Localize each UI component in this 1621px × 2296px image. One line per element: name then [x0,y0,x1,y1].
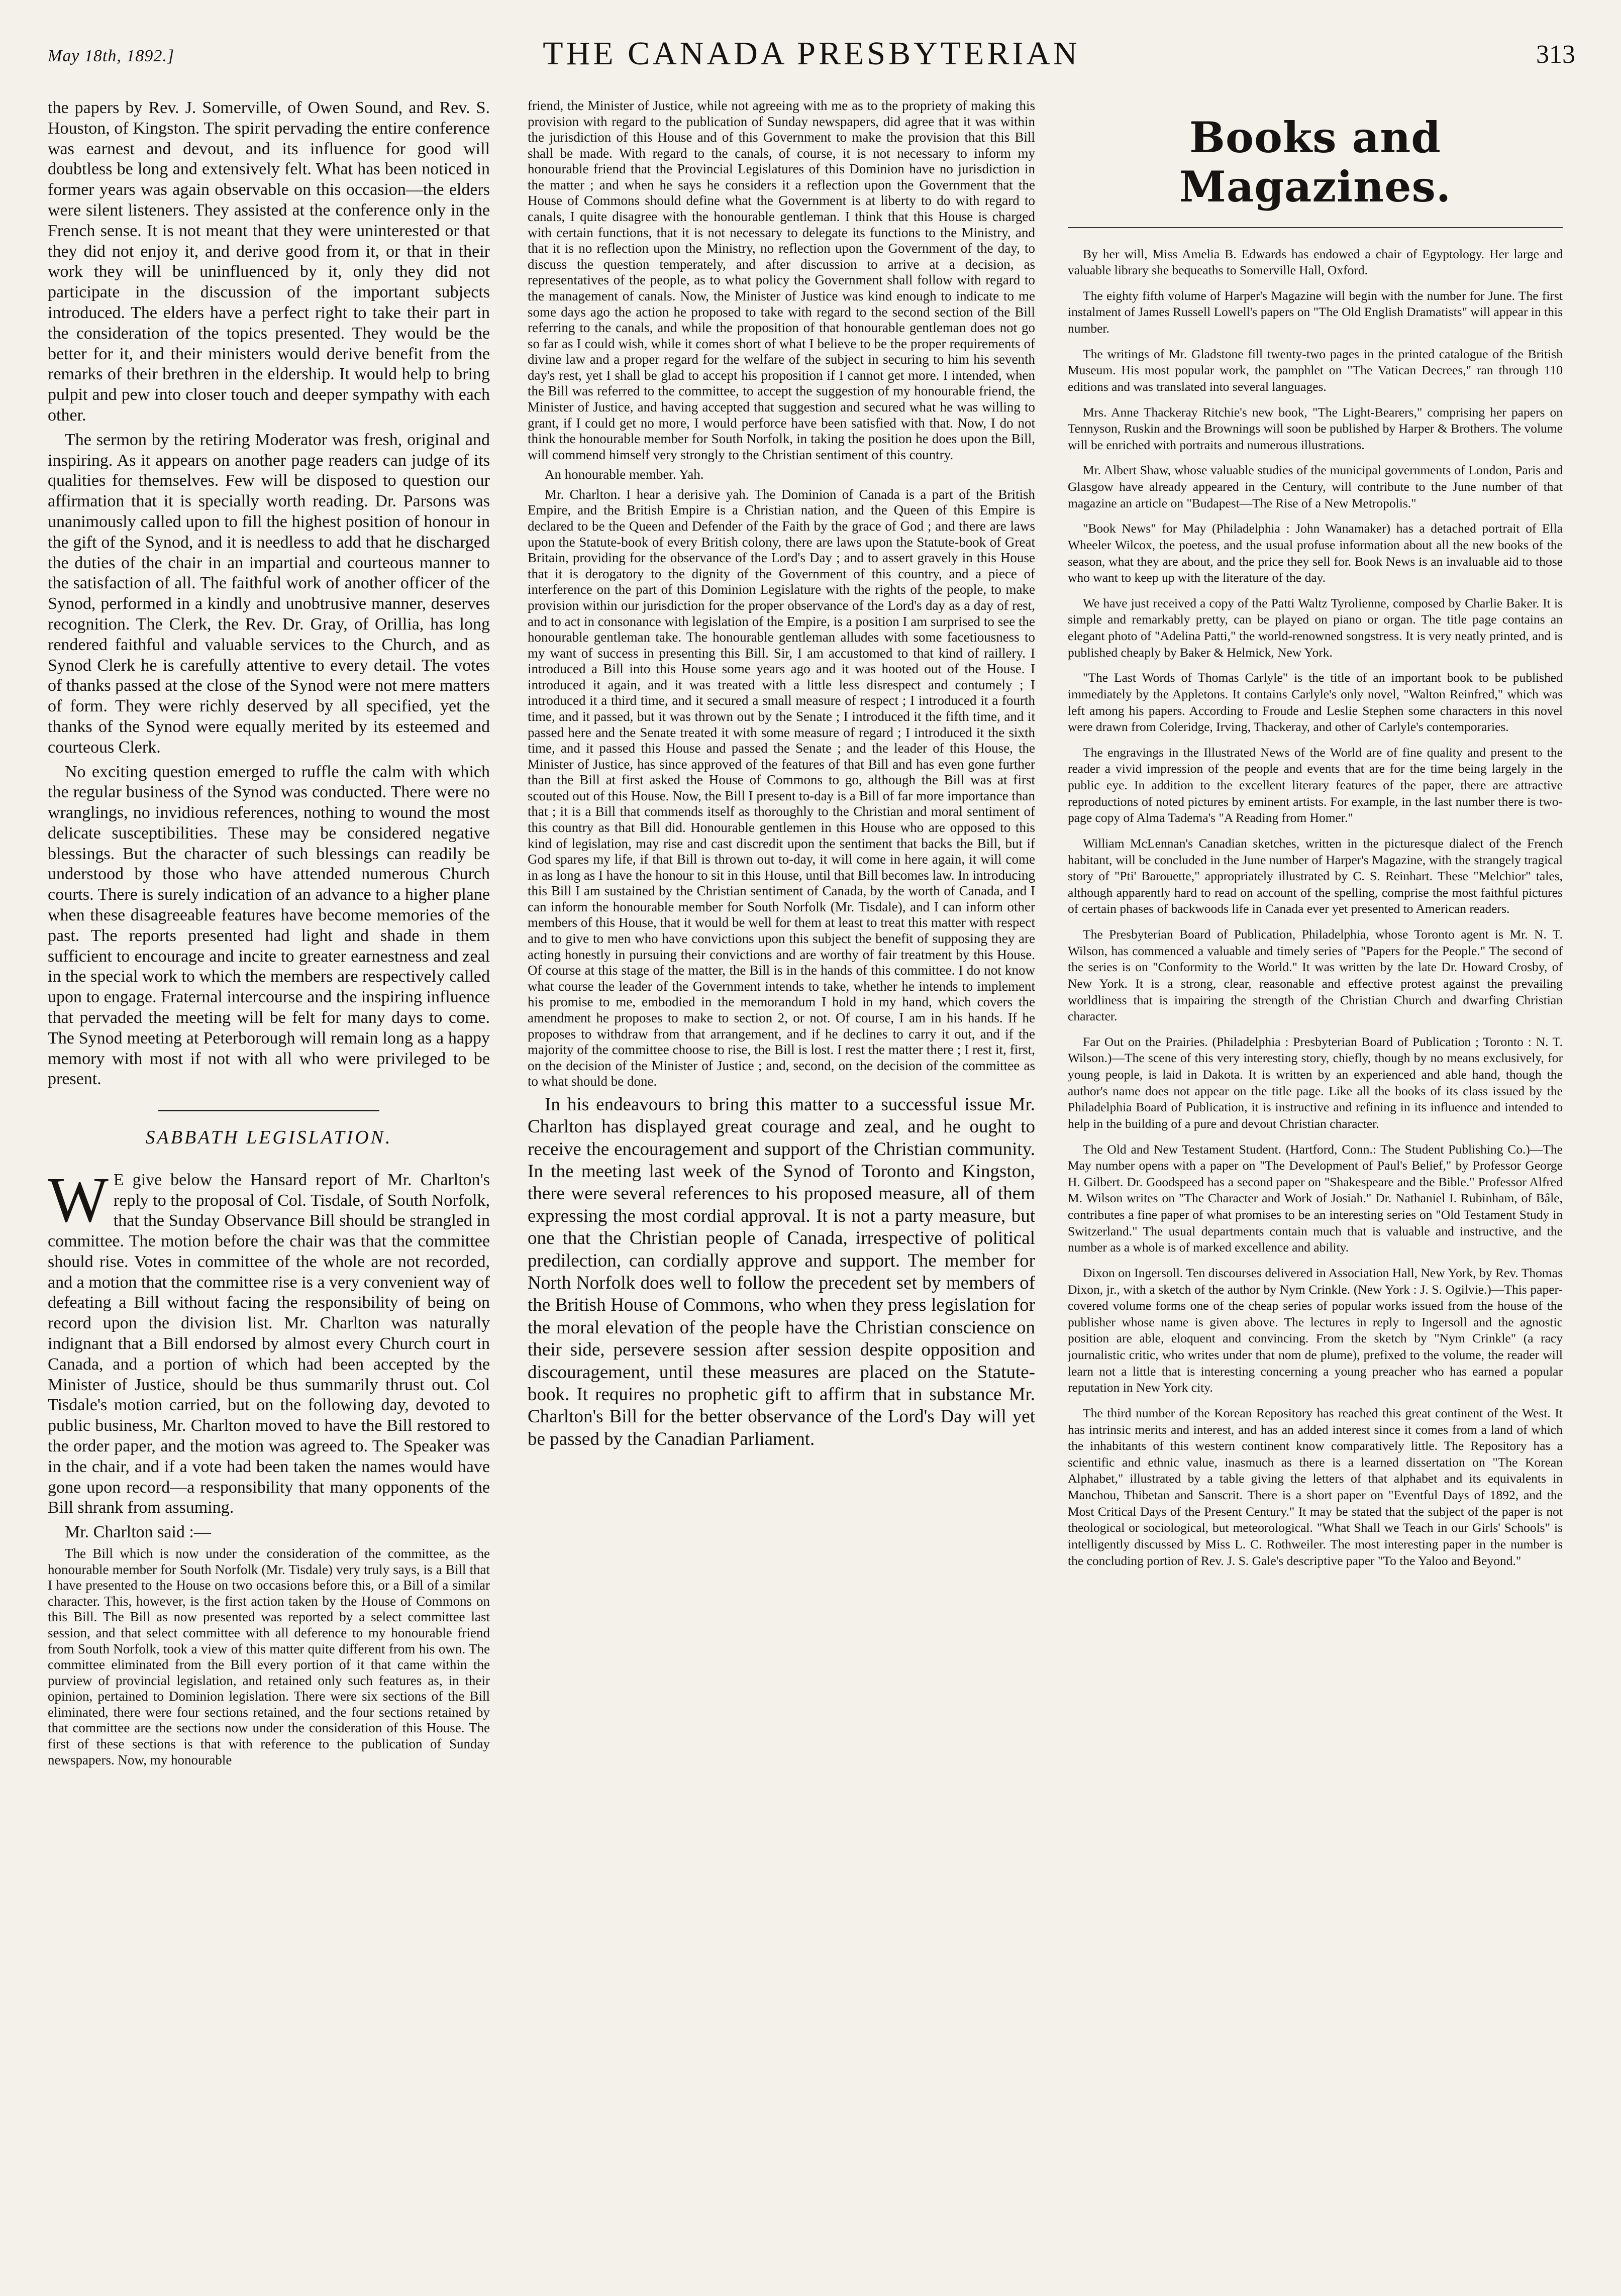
article-paragraph: the papers by Rev. J. Somerville, of Owen Sound, and Rev. S. Houston, of Kingston. The spirit pervading the entire conference was earnest and devout, and its influence for good will doubtless be long and extensively felt. What has been noticed in former years was again observable on this occasion—the elders were silent listeners. They assisted at the conference only in the French sense. It is not meant that they were uninterested or that they did not enjoy it, and derive good from it, or that in their work they will be uninfluenced by it, only they did not participate in the discussion of the important subjects introduced. The elders have a perfect right to take their part in the consideration of the topics presented. They would be the better for it, and their ministers would derive benefit from the remarks of their brethren in the eldership. It would help to bring pulpit and pew into closer touch and deeper sympathy with each other. [48,98,490,425]
page-number: 313 [1536,40,1575,69]
speech-paragraph: friend, the Minister of Justice, while not agreeing with me as to the propriety of making this provision with regard to the publication of Sunday newspapers, did agree that it was within the jurisdiction of this House and of this Government to make the provision that this Bill shall be made. With regard to the canals, of course, it is not necessary to inform my honourable friend that the Provincial Legislatures of this Dominion have no jurisdiction in the matter ; and when he says he considers it a reflection upon the Government that the House of Commons should define what the Government is at liberty to do with regard to canals, I quite disagree with the honourable gentleman. I think that this House is charged with certain functions, that it is not necessary to delegate its functions to the Ministry, and that it is no reflection upon the Ministry, no reflection upon the Government of the day, to discuss the question temperately, and after discussion to arrive at a decision, as representatives of the people, as to what policy the Government shall follow with regard to the management of canals. Now, the Minister of Justice was kind enough to indicate to me some days ago the action he proposed to take with regard to the second section of the Bill referring to the canals, and while the proposition of that honourable gentleman does not go so far as I could wish, while it comes short of what I believe to be the proper requirements of divine law and a proper regard for the welfare of the subject in securing to him his seventh day's rest, yet I shall be glad to accept his proposition if I cannot get more. I intended, when the Bill was referred to the committee, to accept the suggestion of my honourable friend, the Minister of Justice, and having accepted that suggestion and secured what he was willing to grant, if I could get no more, I would perforce have been satisfied with that. Now, I do not think the honourable member for South Norfolk, in taking the position he does upon the Bill, will commend himself very strongly to the Christian sentiment of this country. [528,98,1035,462]
review-item: Mrs. Anne Thackeray Ritchie's new book, "The Light-Bearers," comprising her papers on Tennyson, Ruskin and the Brownings will soon be published by Harper & Brothers. The volume will be enriched with portraits and numerous illustrations. [1068,404,1563,452]
review-item: We have just received a copy of the Patti Waltz Tyrolienne, composed by Charlie Baker. It is simple and remarkably pretty, can be played on piano or organ. The title page contains an elegant photo of "Adelina Patti," the world-renowned songstress. It is very neatly printed, and is published cheaply by Baker & Helmick, New York. [1068,595,1563,660]
section-title-books-and-magazines: Books and Magazines. [1179,113,1452,212]
review-item: The third number of the Korean Repository has reached this great continent of the West. It has intrinsic merits and interest, and has an added interest since it comes from a land of which the inhabitants of this western continent know comparatively little. The Repository has a scientific and ethnic value, inasmuch as there is a learned dissertation on "The Korean Alphabet," illustrated by a table giving the letters of that alphabet and its equivalents in Manchou, Thibetan and Sanscrit. There is a short paper on "Eventful Days of 1892, and the Most Critical Days of the Present Century." It may be stated that the subject of the paper is not theological or sociological, but meteorological. "What Shall we Teach in our Girls' Schools" is intelligently discussed by Miss L. C. Rothweiler. The most interesting paper in the number is the concluding portion of Rev. J. S. Gale's descriptive paper "To the Yaloo and Beyond." [1068,1405,1563,1568]
article-paragraph: E give below the Hansard report of Mr. Charlton's reply to the proposal of Col. Tisdale, of South Norfolk, that the Sunday Observance Bill should be strangled in committee. The motion before the chair was that the committee should rise. Votes in committee of the whole are not recorded, and a motion that the committee rise is a very convenient way of defeating a Bill without facing the responsibility of being on record upon the division list. Mr. Charlton was naturally indignant that a Bill endorsed by almost every Church court in Canada, and a portion of which had been accepted by the Minister of Justice, should be thus summarily thrust out. Col Tisdale's motion carried, but on the following day, devoted to public business, Mr. Charlton moved to have the Bill restored to the order paper, and the motion was agreed to. The Speaker was in the chair, and if a vote had been taken the names would have gone upon record—a responsibility that many opponents of the Bill shrank from assuming. [48,1170,490,1517]
article-paragraph: No exciting question emerged to ruffle the calm with which the regular business of the Synod was conducted. There were no wranglings, no invidious references, nothing to wound the most delicate susceptibilities. These may be considered negative blessings. But the character of such blessings can readily be understood by those who have attended numerous Church courts. There is surely indication of an advance to a higher plane when these disagreeable features have become memories of the past. The reports presented had light and shade in them sufficient to encourage and incite to greater earnestness and zeal in the special work to which the members are respectively called upon to engage. Fraternal intercourse and the inspiring influence that pervaded the meeting will be felt for many days to come. The Synod meeting at Peterborough will remain long as a happy memory with most if not with all who were privileged to be present. [48,762,490,1089]
review-item: Mr. Albert Shaw, whose valuable studies of the municipal governments of London, Paris and Glasgow have already appeared in the Century, will contribute to the June number of that magazine an article on "Budapest—The Rise of a New Metropolis." [1068,463,1563,510]
review-item: William McLennan's Canadian sketches, written in the picturesque dialect of the French habitant, will be concluded in the June number of Harper's Magazine, with the strangely tragical story of "Pti' Barouette," appropriately illustrated by C. S. Reinhart. These "Melchior" tales, although apparently hard to read on account of the spelling, comprise the most faithful pictures of certain phases of backwoods life in Canada ever yet presented to American readers. [1068,836,1563,916]
sabbath-intro [48,1164,490,1519]
masthead-title: THE CANADA PRESBYTERIAN [543,35,1080,72]
review-item: The Old and New Testament Student. (Hartford, Conn.: The Student Publishing Co.)—The May number opens with a paper on "The Development of Paul's Belief," by Professor George H. Gilbert. Dr. Goodspeed has a second paper on "Shakespeare and the Bible." Professor Alfred M. Wilson writes on "The Character and Work of Josiah." Dr. Nathaniel I. Rubinham, of Bâle, contributes a fine paper of what promises to be an interesting series on "Old Testament Study in Switzerland." The usual departments contain much that is valuable and instructive, and the number as a whole is of marked excellence and ability. [1068,1141,1563,1255]
speech-paragraph: The Bill which is now under the consideration of the committee, as the honourable member for South Norfolk (Mr. Tisdale) very truly says, is a Bill that I have presented to the House on two occasions before this, or a Bill of a similar character. This, however, is the first action taken by the House of Commons on this Bill. The Bill as now presented was reported by a select committee last session, and that select committee with all deference to my honourable friend from South Norfolk, took a view of this matter quite different from his own. The committee eliminated from the Bill every portion of it that came within the purview of provincial legislation, and retained only such features as, in their opinion, pertained to Dominion legislation. There were six sections of the Bill eliminated, there were four sections retained, and the four sections retained by that committee are the sections now under the consideration of this House. The first of these sections is that with reference to the publication of Sunday newspapers. Now, my honourable [48,1546,490,1767]
speech-paragraph: Mr. Charlton. I hear a derisive yah. The Dominion of Canada is a part of the British Empire, and the British Empire is a Christian nation, and the Queen of this Empire is declared to be the Queen and Defender of the Faith by the grace of God ; and there are laws upon the Statute-book of every British colony, there are laws upon the Statute-book of Great Britain, providing for the observance of the Lord's Day ; and to assert gravely in this House that it is derogatory to the dignity of the Government of this country, and a piece of interference on the part of this Dominion Legislature with the rights of the people, to make provision within our jurisdiction for the proper observance of the Lord's day as a day of rest, and to act in consonance with legislation of the Empire, is a position I am surprised to see the honourable gentleman take. The honourable gentleman alludes with some facetiousness to my want of success in presenting this Bill. Sir, I am accustomed to that kind of raillery. I introduced a Bill into this House some years ago and it was hooted out of the House. I introduced it again, and it was treated with a little less disrespect and contumely ; I introduced it a third time, and it secured a small measure of respect ; I introduced it a fourth time, and it passed, but it was thrown out by the Senate ; I introduced it the fifth time, and it passed here and the Senate treated it with some measure of regard ; I introduced it the sixth time, and it passed this House and passed the Senate ; and the leader of this House, the Minister of Justice, has since approved of the features of that Bill and has even gone further than the Bill at first asked the House of Commons to go, although the Bill was at first scouted out of this House. Now, the Bill I present to-day is a Bill of far more importance than that ; it is a Bill that commends itself as thoroughly to the Christian and moral sentiment of this country as that Bill did. Honourable gentlemen in this House who are opposed to this kind of legislation, may rise and cast discredit upon the sentiment that backs the Bill, but if God spares my life, if that Bill is thrown out to-day, it will come in here again, it will come in as long as I have the honour to sit in this House, until that Bill becomes law. In introducing this Bill I am sustained by the Christian sentiment of Canada, by the worth of Canada, and I can inform the honourable member for South Norfolk (Mr. Tisdale), and I can inform other members of this House, that it would be well for them at least to treat this matter with respect and to give to men who have convictions upon this subject the benefit of supposing they are acting honestly in pursuing their convictions and are worthy of fair treatment by this House. Of course at this stage of the matter, the Bill is in the hands of this committee. I do not know what course the leader of the Government intends to take, whether he intends to implement his promise to me, embodied in the memorandum I hold in my hand, which covers the amendment he proposes to make to section 2, or not. Of course, I am in his hands. If he proposes to withdraw from that arrangement, and if he declines to carry it out, and if the majority of the committee choose to rise, the Bill is lost. I rest the matter there ; I rest it, first, on the decision of the Minister of Justice ; and, second, on the decision of the committee as to what should be done. [528,486,1035,1089]
section-divider [1068,227,1563,228]
review-item: The eighty fifth volume of Harper's Magazine will begin with the number for June. The first instalment of James Russell Lowell's papers on "The Old English Dramatists" will appear in this number. [1068,288,1563,336]
article-paragraph: In his endeavours to bring this matter to a successful issue Mr. Charlton has displayed great courage and zeal, and he ought to receive the encouragement and support of the Christian community. In the meeting last week of the Synod of Toronto and Kingston, there were several references to his proposed measure, all of them expressing the most cordial approval. It is not a party measure, but one that the Christian people of Canada, irrespective of political predilection, can cordially approve and support. The member for North Norfolk does well to follow the precedent set by members of the British House of Commons, who when they press legislation for the moral elevation of the people have the Christian conscience on their side, persevere session after session despite opposition and discouragement, until these measures are placed on the Statute-book. It requires no prophetic gift to affirm that in substance Mr. Charlton's Bill for the better observance of the Lord's Day will yet be passed by the Canadian Parliament. [528,1094,1035,1449]
drop-cap: W [48,1164,109,1235]
column-left [48,98,490,2273]
section-title-sabbath-legislation: SABBATH LEGISLATION. [145,1127,392,1149]
review-item: "The Last Words of Thomas Carlyle" is the title of an important book to be published immediately by the Appletons. It contains Carlyle's only novel, "Walton Reinfred," which was left among his papers. According to Froude and Leslie Stephen some characters in this novel were drawn from Coleridge, Irving, Thackeray, and other of Carlyle's contemporaries. [1068,670,1563,735]
issue-date: May 18th, 1892.] [48,47,175,65]
article-paragraph: The sermon by the retiring Moderator was fresh, original and inspiring. As it appears on another page readers can judge of its qualities for themselves. Few will be disposed to question our affirmation that it is specially worth reading. Dr. Parsons was unanimously called upon to fill the highest position of honour in the gift of the Synod, and it is needless to add that he discharged the duties of the chair in an impartial and courteous manner to the satisfaction of all. The faithful work of another officer of the Synod, performed in a kindly and unobtrusive manner, deserves recognition. The Clerk, the Rev. Dr. Gray, of Orillia, has long rendered faithful and valuable services to the Church, and as Synod Clerk he is carefully attentive to every detail. The votes of thanks passed at the close of the Synod were not mere matters of form. They were richly deserved by all specified, yet the thanks of the Synod were equally merited by its esteemed and courteous Clerk. [48,430,490,757]
review-item: "Book News" for May (Philadelphia : John Wanamaker) has a detached portrait of Ella Wheeler Wilcox, the poetess, and the usual profuse information about all the new books of the season, what they are about, and the price they sell for. Book News is an invaluable aid to those who want to keep up with the literature of the day. [1068,521,1563,585]
column-middle [528,98,1035,2273]
section-divider [158,1110,379,1111]
speaker-line: Mr. Charlton said :— [65,1523,211,1542]
review-item: Dixon on Ingersoll. Ten discourses delivered in Association Hall, New York, by Rev. Thomas Dixon, jr., with a sketch of the author by Nym Crinkle. (New York : J. S. Ogilvie.)—This paper-covered volume forms one of the cheap series of popular works issued from the house of the publisher whose name is given above. The lectures in reply to Ingersoll and the agnostic position are able, eloquent and convincing. From the sketch by "Nym Crinkle" (a racy journalistic critic, who writes under that nom de plume), prefixed to the volume, the reader will learn not a little that is interesting concerning a young preacher who has earned a popular reputation in New York city. [1068,1265,1563,1395]
review-item: Far Out on the Prairies. (Philadelphia : Presbyterian Board of Publication ; Toronto : N. T. Wilson.)—The scene of this very interesting story, chiefly, though by no means exclusively, for young people, is laid in Dakota. It is written by an experienced and able hand, though the author's name does not appear on the title page. Like all the books of its class issued by the Philadelphia Board of Publication, it is instructive and refining in its influence and intended to help in the building of a pure and devout Christian character. [1068,1034,1563,1131]
review-item: The engravings in the Illustrated News of the World are of fine quality and present to the reader a vivid impression of the people and events that are for the time being largely in the public eye. In addition to the excellent literary features of the paper, there are attractive reproductions of noted pictures by eminent artists. For example, in the last number there is two-page copy of Alma Tadema's "A Reading from Homer." [1068,745,1563,825]
review-item: The Presbyterian Board of Publication, Philadelphia, whose Toronto agent is Mr. N. T. Wilson, has commenced a valuable and timely series of "Papers for the People." The second of the series is on "Conformity to the World." It was written by the late Dr. Howard Crosby, of New York. It is a strong, clear, reasonable and effective protest against the prevailing worldliness that is impairing the strength of the Christian Church and dwarfing Christian character. [1068,927,1563,1024]
column-right [1068,98,1563,2273]
page-header [48,28,1575,83]
review-item: By her will, Miss Amelia B. Edwards has endowed a chair of Egyptology. Her large and valuable library she bequeaths to Somerville Hall, Oxford. [1068,246,1563,278]
interjection: An honourable member. Yah. [545,467,704,482]
review-item: The writings of Mr. Gladstone fill twenty-two pages in the printed catalogue of the British Museum. His most popular work, the pamphlet on "The Vatican Decrees," ran through 110 editions and was translated into several languages. [1068,346,1563,394]
